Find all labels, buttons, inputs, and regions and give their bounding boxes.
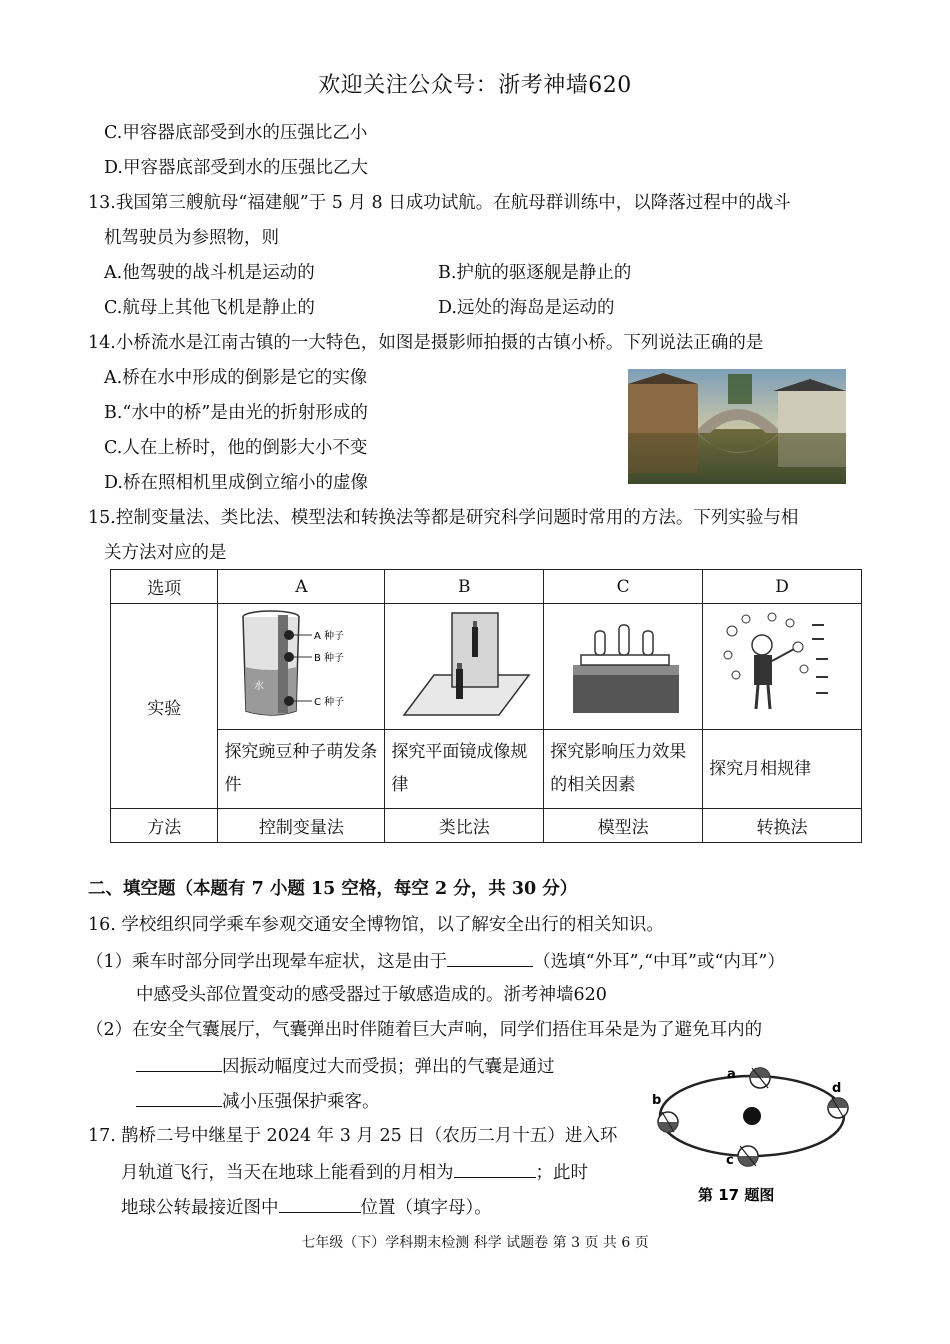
q17-number: 17.	[88, 1126, 116, 1146]
bridge-photo	[628, 369, 846, 484]
beaker-illustration	[226, 605, 376, 723]
section-heading: 二、填空题（本题有 7 小题 15 空格，每空 2 分，共 30 分）	[88, 879, 578, 899]
q14-option-a: A.桥在水中形成的倒影是它的实像	[104, 368, 368, 388]
method-b: 类比法	[385, 809, 544, 843]
q13-option-b: B.护航的驱逐舰是静止的	[438, 263, 632, 283]
q17-line3	[121, 1194, 492, 1220]
q16-blank-1[interactable]	[447, 948, 533, 967]
table-header-row	[111, 570, 862, 604]
q17-line2	[121, 1159, 588, 1185]
beaker-label-a: A 种子	[314, 631, 345, 642]
beaker-label-b: B 种子	[314, 653, 345, 664]
earth-icon-a	[750, 1068, 770, 1088]
moon-phase-illustration	[712, 605, 852, 723]
q14-option-b: B.“水中的桥”是由光的折射形成的	[104, 403, 368, 423]
earth-orbit-figure	[642, 1062, 862, 1212]
earth-icon-b	[658, 1112, 678, 1132]
header-cell-d: D	[703, 570, 862, 604]
q15-stem-line1: 15.控制变量法、类比法、模型法和转换法等都是研究科学问题时常用的方法。下列实验与相	[88, 508, 799, 528]
q17-blank-2[interactable]	[279, 1194, 361, 1213]
q16-part2-line1: （2）在安全气囊展厅，气囊弹出时伴随着巨大声响，同学们捂住耳朵是为了避免耳内的	[86, 1020, 763, 1040]
q17-line1: 鹊桥二号中继星于 2024 年 3 月 25 日（农历二月十五）进入环	[121, 1126, 618, 1146]
q13-option-a: A.他驾驶的战斗机是运动的	[104, 263, 315, 283]
header-cell-a: A	[218, 570, 385, 604]
q14-option-d: D.桥在照相机里成倒立缩小的虚像	[104, 473, 368, 493]
image-cell-b	[385, 604, 544, 730]
q17-text-c: 地球公转最接近图中	[121, 1198, 279, 1218]
q16-part1-line2: 中感受头部位置变动的感受器过于敏感造成的。浙考神墙620	[136, 985, 607, 1005]
row-label-method: 方法	[111, 809, 218, 843]
header-cell-c: C	[544, 570, 703, 604]
q12-option-d: D.甲容器底部受到水的压强比乙大	[104, 158, 368, 178]
orbit-label-a: a	[727, 1067, 736, 1082]
q13-stem-line1: 13.我国第三艘航母“福建舰”于 5 月 8 日成功试航。在航母群训练中，以降落过程中的战斗	[88, 193, 791, 213]
method-c: 模型法	[544, 809, 703, 843]
table-row-images	[111, 604, 862, 730]
q16-blank-3[interactable]	[136, 1088, 222, 1107]
q17-text-d: 位置（填字母）。	[360, 1198, 492, 1218]
page-footer: 七年级（下）学科期末检测 科学 试题卷 第 3 页 共 6 页	[301, 1235, 649, 1251]
q13-option-c: C.航母上其他飞机是静止的	[104, 298, 315, 318]
pressure-sponge-illustration	[553, 605, 693, 723]
plane-mirror-illustration	[394, 605, 534, 723]
q16-part2-line3	[136, 1088, 380, 1114]
beaker-label-c: C 种子	[314, 697, 345, 708]
q12-option-c: C.甲容器底部受到水的压强比乙小	[104, 123, 368, 143]
q13-stem-line2: 机驾驶员为参照物，则	[104, 228, 279, 248]
q16-part2-text-b: 因振动幅度过大而受损；弹出的气囊是通过	[222, 1057, 555, 1077]
image-cell-c	[544, 604, 703, 730]
description-c: 探究影响压力效果的相关因素	[544, 730, 703, 809]
image-cell-a	[218, 604, 385, 730]
q17-text-b: ；此时	[535, 1163, 588, 1183]
description-d: 探究月相规律	[703, 730, 862, 809]
orbit-label-d: d	[832, 1081, 842, 1096]
orbit-label-b: b	[652, 1093, 662, 1108]
q16-part1-text-b: （选填“外耳”,“中耳”或“内耳”）	[533, 952, 785, 972]
beaker-label-water: 水	[254, 681, 265, 692]
q15-stem-line2: 关方法对应的是	[104, 543, 227, 563]
earth-icon-d	[828, 1098, 848, 1118]
row-label-experiment: 实验	[111, 604, 218, 809]
q17-blank-1[interactable]	[454, 1159, 536, 1178]
q16-part1-text-a: （1）乘车时部分同学出现晕车症状，这是由于	[86, 952, 448, 972]
figure-caption: 第 17 题图	[698, 1186, 775, 1204]
q17-text-a: 月轨道飞行，当天在地球上能看到的月相为	[121, 1163, 454, 1183]
method-d: 转换法	[703, 809, 862, 843]
q16-part1-line1	[86, 948, 785, 974]
q16-stem: 16. 学校组织同学乘车参观交通安全博物馆，以了解安全出行的相关知识。	[88, 915, 664, 935]
header-cell-option: 选项	[111, 570, 218, 604]
header-cell-b: B	[385, 570, 544, 604]
page-header: 欢迎关注公众号：浙考神墙620	[318, 73, 632, 98]
q16-blank-2[interactable]	[136, 1053, 222, 1072]
q13-option-d: D.远处的海岛是运动的	[438, 298, 615, 318]
description-a: 探究豌豆种子萌发条件	[218, 730, 385, 809]
image-cell-d	[703, 604, 862, 730]
orbit-label-c: c	[726, 1153, 734, 1168]
method-a: 控制变量法	[218, 809, 385, 843]
table-row-descriptions	[111, 730, 862, 809]
description-b: 探究平面镜成像规律	[385, 730, 544, 809]
q15-options-table	[110, 569, 862, 843]
q16-part2-line2	[136, 1053, 555, 1079]
earth-icon-c	[738, 1146, 758, 1166]
sun-icon	[743, 1107, 761, 1125]
q16-part2-text-c: 减小压强保护乘客。	[222, 1092, 380, 1112]
table-row-methods	[111, 809, 862, 843]
q14-stem: 14.小桥流水是江南古镇的一大特色，如图是摄影师拍摄的古镇小桥。下列说法正确的是	[88, 333, 764, 353]
q14-option-c: C.人在上桥时，他的倒影大小不变	[104, 438, 368, 458]
